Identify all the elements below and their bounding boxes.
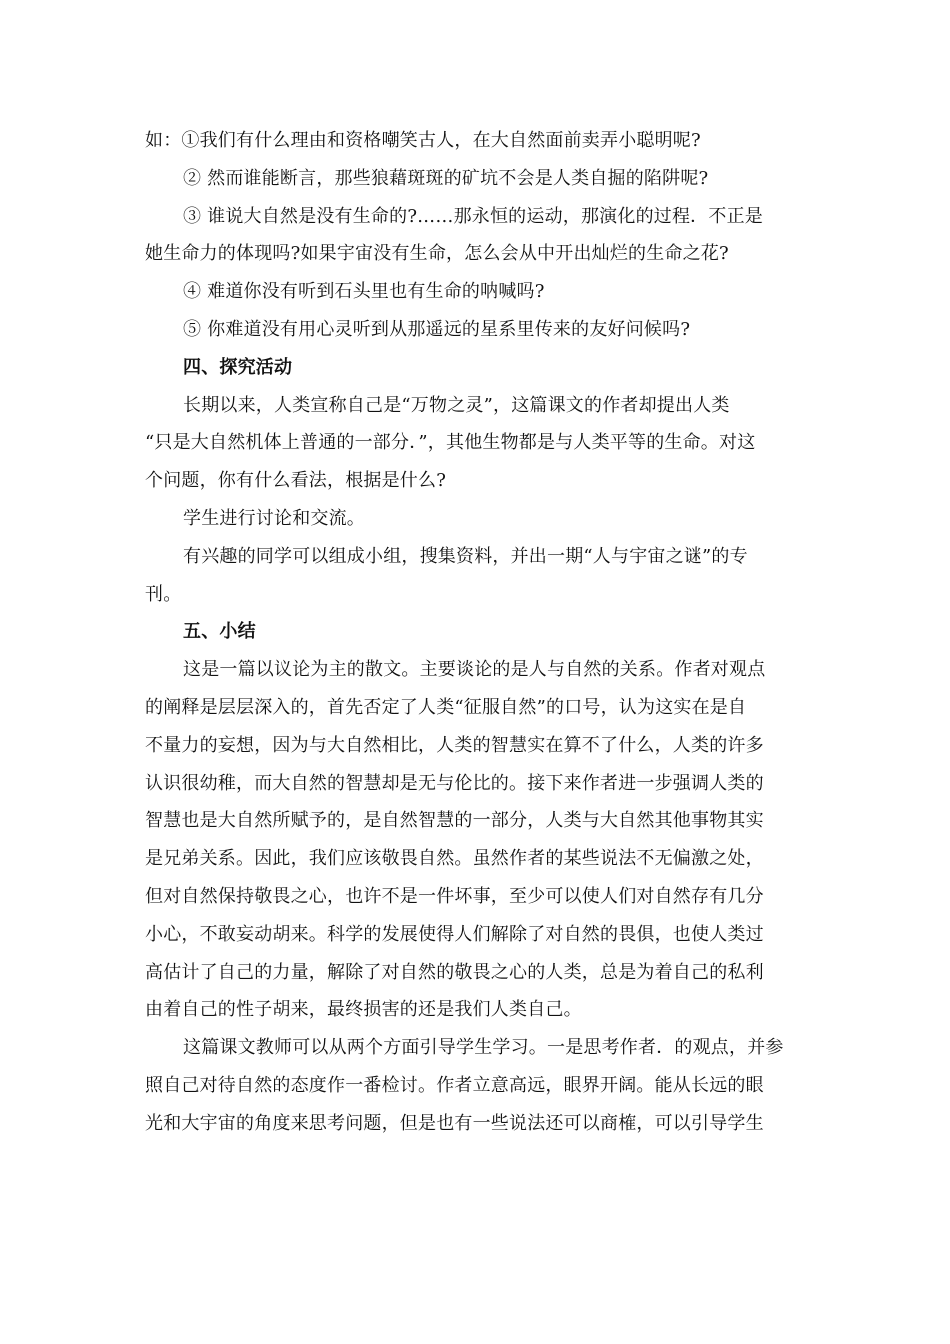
paragraph-line: 由着自己的性子胡来，最终损害的还是我们人类自己。 [145, 999, 582, 1021]
paragraph-line: 照自己对待自然的态度作一番检讨。作者立意高远，眼界开阔。能从长远的眼 [145, 1074, 764, 1096]
section-heading-summary: 五、小结 [183, 621, 256, 643]
paragraph-line: “只是大自然机体上普通的一部分．”，其他生物都是与人类平等的生命。对这 [145, 432, 756, 454]
paragraph-line: 有兴趣的同学可以组成小组，搜集资料，并出一期“人与宇宙之谜”的专 [183, 545, 748, 567]
paragraph-line: 高估计了自己的力量，解除了对自然的敬畏之心的人类，总是为着自己的私利 [145, 961, 764, 983]
teaching-guidance-paragraph [145, 1029, 813, 1142]
example-line-3: ③ 谁说大自然是没有生命的?……那永恒的运动，那演化的过程．不正是 [183, 205, 763, 227]
paragraph-line: 个问题，你有什么看法，根据是什么? [145, 470, 447, 492]
paragraph-line: 不量力的妄想，因为与大自然相比，人类的智慧实在算不了什么，人类的许多 [145, 734, 764, 756]
example-line-4: ④ 难道你没有听到石头里也有生命的呐喊吗? [183, 281, 545, 303]
example-line-1: 如：①我们有什么理由和资格嘲笑古人，在大自然面前卖弄小聪明呢? [145, 130, 701, 151]
discussion-paragraph: 学生进行讨论和交流。 [183, 507, 365, 529]
paragraph-line: 的阐释是层层深入的，首先否定了人类“征服自然”的口号，认为这实在是自 [145, 696, 747, 718]
example-line-2: ② 然而谁能断言，那些狼藉斑斑的矿坑不会是人类自掘的陷阱呢? [183, 167, 709, 189]
paragraph-line: 光和大宇宙的角度来思考问题，但是也有一些说法还可以商榷，可以引导学生 [145, 1112, 764, 1134]
summary-paragraph [145, 651, 813, 1029]
example-line-3-continued: 她生命力的体现吗?如果宇宙没有生命，怎么会从中开出灿烂的生命之花? [145, 243, 729, 265]
section-heading-inquiry: 四、探究活动 [183, 356, 293, 378]
paragraph-line: 这篇课文教师可以从两个方面引导学生学习。一是思考作者．的观点，并参 [183, 1037, 784, 1059]
inquiry-paragraph [145, 387, 813, 500]
document-body [145, 122, 813, 1143]
paragraph-line: 刊。 [145, 583, 182, 605]
paragraph-line: 智慧也是大自然所赋予的，是自然智慧的一部分，人类与大自然其他事物其实 [145, 810, 764, 832]
paragraph-line: 小心，不敢妄动胡来。科学的发展使得人们解除了对自然的畏俱，也使人类过 [145, 923, 764, 945]
paragraph-line: 但对自然保持敬畏之心，也许不是一件坏事，至少可以使人们对自然存有几分 [145, 885, 764, 907]
group-activity-paragraph [145, 538, 813, 614]
paragraph-line: 是兄弟关系。因此，我们应该敬畏自然。虽然作者的某些说法不无偏激之处， [145, 848, 764, 870]
paragraph-line: 认识很幼稚，而大自然的智慧却是无与伦比的。接下来作者进一步强调人类的 [145, 772, 764, 794]
paragraph-line: 长期以来，人类宣称自己是“万物之灵”，这篇课文的作者却提出人类 [183, 394, 730, 416]
paragraph-line: 这是一篇以议论为主的散文。主要谈论的是人与自然的关系。作者对观点 [183, 659, 766, 681]
example-line-5: ⑤ 你难道没有用心灵听到从那遥远的星系里传来的友好问候吗? [183, 318, 691, 340]
